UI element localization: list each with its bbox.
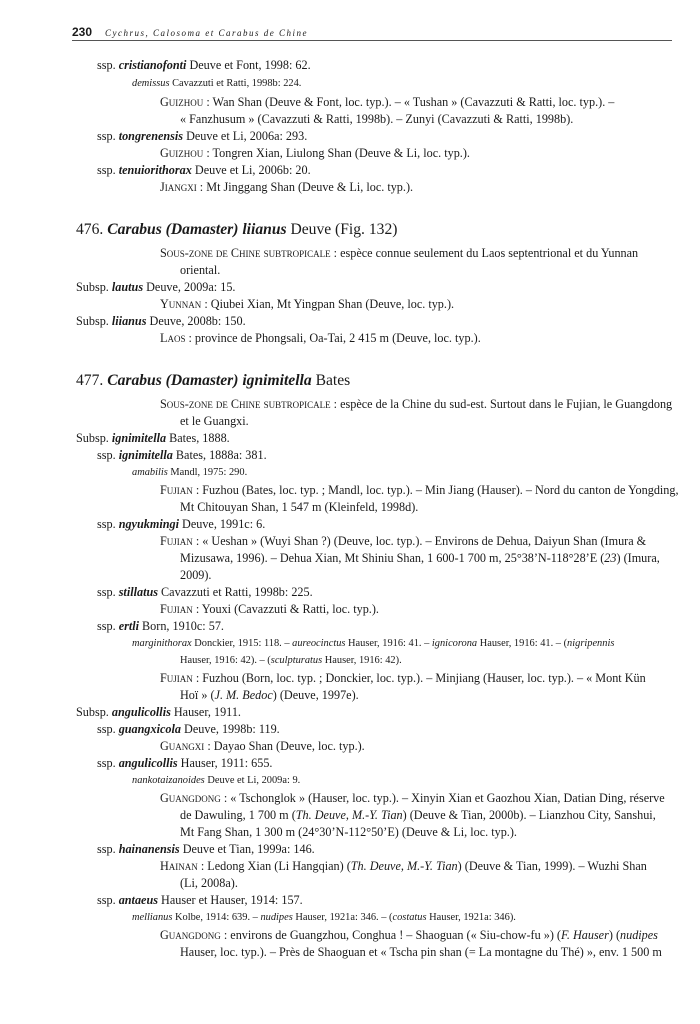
locality-continuation: Hauser, loc. typ.). – Près de Shaoguan et « Tscha pin shan (= La montagne du Thé) », env. 1 500 m (180, 945, 662, 959)
locality-line: Guangdong : environs de Guangzhou, Conghua ! – Shaoguan (« Siu-chow-fu ») (F. Hauser) (nudipes (160, 928, 658, 942)
locality-line: Laos : province de Phongsali, Oa-Tai, 2 415 m (Deuve, loc. typ.). (160, 331, 481, 345)
locality-continuation: Mt Fang Shan, 1 300 m (24°30’N-112°50’E) (Deuve & Li, loc. typ.). (180, 825, 517, 839)
locality-line: Fujian : Fuzhou (Born, loc. typ. ; Donckier, loc. typ.). – Minjiang (Hauser, loc. typ.). – « Mont Kün (160, 671, 646, 685)
subspecies-line: ssp. guangxicola Deuve, 1998b: 119. (97, 722, 280, 736)
locality-line: Yunnan : Qiubei Xian, Mt Yingpan Shan (Deuve, loc. typ.). (160, 297, 455, 311)
locality-line: Fujian : « Ueshan » (Wuyi Shan ?) (Deuve, loc. typ.). – Environs de Dehua, Daiyun Shan (Imura & (160, 534, 647, 548)
locality-line: Guizhou : Wan Shan (Deuve & Font, loc. typ.). – « Tushan » (Cavazzuti & Ratti, loc. typ.). – (160, 95, 615, 109)
distribution-continuation: et le Guangxi. (180, 414, 249, 428)
locality-continuation: 2009). (180, 568, 212, 582)
species-heading: 476. Carabus (Damaster) liianus Deuve (Fig. 132) (76, 221, 398, 238)
locality-continuation: (Li, 2008a). (180, 876, 238, 890)
species-heading: 477. Carabus (Damaster) ignimitella Bates (76, 372, 351, 389)
locality-line: Guangdong : « Tschonglok » (Hauser, loc. typ.). – Xinyin Xian et Gaozhou Xian, Datian Ding, réserve (160, 791, 665, 805)
subspecies-line: ssp. cristianofonti Deuve et Font, 1998: 62. (97, 58, 311, 72)
distribution-continuation: oriental. (180, 263, 221, 277)
subspecies-line: ssp. ngyukmingi Deuve, 1991c: 6. (97, 517, 266, 531)
subspecies-line: ssp. tenuiorithorax Deuve et Li, 2006b: 20. (97, 163, 311, 177)
subspecies-heading: Subsp. ignimitella Bates, 1888. (76, 431, 230, 445)
subspecies-line: ssp. stillatus Cavazzuti et Ratti, 1998b: 225. (97, 585, 313, 599)
locality-line: Hainan : Ledong Xian (Li Hangqian) (Th. Deuve, M.-Y. Tian) (Deuve & Tian, 1999). – Wuzhi Shan (160, 859, 647, 873)
distribution-line: Sous-zone de Chine subtropicale : espèce de la Chine du sud-est. Surtout dans le Fujian, le Guangdong (160, 397, 673, 411)
distribution-line: Sous-zone de Chine subtropicale : espèce connue seulement du Laos septentrional et du Yunnan (160, 246, 639, 260)
locality-continuation: de Dawuling, 1 700 m (Th. Deuve, M.-Y. Tian) (Deuve & Tian, 2000b). – Lianzhou City, Sanshui, (180, 808, 656, 822)
synonym-line: amabilis Mandl, 1975: 290. (132, 467, 248, 478)
running-title: Cychrus, Calosoma et Carabus de Chine (105, 28, 309, 38)
synonym-line: nankotaizanoides Deuve et Li, 2009a: 9. (132, 775, 301, 786)
subspecies-line: ssp. antaeus Hauser et Hauser, 1914: 157. (97, 893, 303, 907)
locality-line: Guangxi : Dayao Shan (Deuve, loc. typ.). (160, 739, 365, 753)
subspecies-line: ssp. ignimitella Bates, 1888a: 381. (97, 448, 267, 462)
subspecies-line: ssp. tongrenensis Deuve et Li, 2006a: 293. (97, 129, 308, 143)
synonym-line: demissus Cavazzuti et Ratti, 1998b: 224. (132, 78, 302, 89)
locality-line: Jiangxi : Mt Jinggang Shan (Deuve & Li, loc. typ.). (160, 180, 414, 194)
subspecies-line: ssp. angulicollis Hauser, 1911: 655. (97, 756, 273, 770)
locality-line: Guizhou : Tongren Xian, Liulong Shan (Deuve & Li, loc. typ.). (160, 146, 470, 160)
locality-continuation: Hoï » (J. M. Bedoc) (Deuve, 1997e). (180, 688, 359, 702)
subspecies-line: ssp. hainanensis Deuve et Tian, 1999a: 146. (97, 842, 315, 856)
locality-continuation: « Fanzhusum » (Cavazzuti & Ratti, 1998b). – Zunyi (Cavazzuti & Ratti, 1998b). (180, 112, 574, 126)
synonym-line: marginithorax Donckier, 1915: 118. – aureocinctus Hauser, 1916: 41. – ignicorona Hauser, 1916: 41. – (nigripennis (132, 638, 615, 649)
subspecies-heading: Subsp. liianus Deuve, 2008b: 150. (76, 314, 246, 328)
locality-line: Fujian : Youxi (Cavazzuti & Ratti, loc. typ.). (160, 602, 379, 616)
locality-continuation: Mt Chitouyan Shan, 1 547 m (Kleinfeld, 1998d). (180, 500, 419, 514)
page-number: 230 (72, 25, 93, 39)
synonym-continuation: Hauser, 1916: 42). – (sculpturatus Hauser, 1916: 42). (180, 655, 402, 666)
synonym-line: mellianus Kolbe, 1914: 639. – nudipes Hauser, 1921a: 346. – (costatus Hauser, 1921a: 346). (132, 912, 516, 923)
subspecies-heading: Subsp. lautus Deuve, 2009a: 15. (76, 280, 236, 294)
subspecies-heading: Subsp. angulicollis Hauser, 1911. (76, 705, 241, 719)
locality-line: Fujian : Fuzhou (Bates, loc. typ. ; Mandl, loc. typ.). – Min Jiang (Hauser). – Nord du canton de Yongding, (160, 483, 679, 497)
running-header (72, 24, 672, 41)
locality-continuation: Mizusawa, 1996). – Dehua Xian, Mt Shiniu Shan, 1 600-1 700 m, 25°38’N-118°28’E (23) (Imura, (180, 551, 660, 565)
subspecies-line: ssp. ertli Born, 1910c: 57. (97, 619, 224, 633)
